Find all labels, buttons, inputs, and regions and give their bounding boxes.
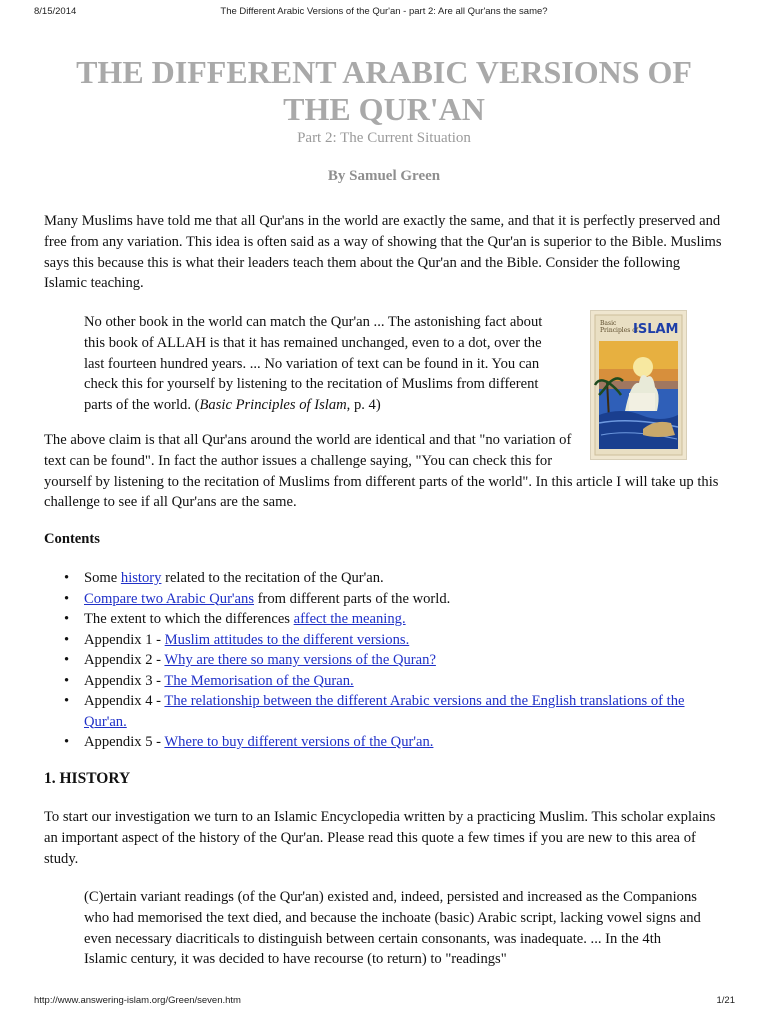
bullet-icon: • (64, 693, 70, 709)
bullet-icon: • (64, 734, 70, 750)
link-appendix-4[interactable]: The relationship between the different Arabic versions and the English translations of the Qur'an. (84, 693, 685, 730)
print-page-title: The Different Arabic Versions of the Qur'an - part 2: Are all Qur'ans the same? (220, 6, 548, 17)
toc-item-history: • Some history related to the recitation of the Qur'an. (44, 568, 724, 589)
toc-item-compare: • Compare two Arabic Qur'ans from different parts of the world. (44, 589, 724, 610)
link-appendix-5[interactable]: Where to buy different versions of the Qur'an. (164, 734, 434, 750)
print-url: http://www.answering-islam.org/Green/seven.htm (34, 995, 241, 1006)
toc-item-appendix-1: • Appendix 1 - Muslim attitudes to the different versions. (44, 630, 724, 651)
bullet-icon: • (64, 611, 70, 627)
link-compare-qurans[interactable]: Compare two Arabic Qur'ans (84, 590, 255, 607)
book-cover-line1: Basic (600, 320, 617, 327)
book-cover-line3: ISLAM (633, 322, 679, 337)
bullet-icon: • (64, 672, 70, 689)
table-of-contents (44, 568, 724, 753)
article-subtitle: Part 2: The Current Situation (297, 130, 471, 146)
link-appendix-3[interactable]: The Memorisation of the Quran. (164, 672, 354, 689)
history-heading: 1. HISTORY (44, 770, 131, 787)
bullet-icon: • (64, 590, 70, 607)
print-footer (0, 995, 768, 1009)
book-cover-line2: Principles of (600, 327, 639, 334)
blockquote-basic-principles (84, 312, 554, 416)
quote1-citation: Basic Principles of Islam (199, 397, 347, 414)
article-byline: By Samuel Green (327, 168, 441, 184)
print-header (0, 6, 768, 20)
book-cover-illustration (591, 311, 686, 459)
link-history[interactable]: history (120, 570, 162, 586)
print-date: 8/15/2014 (34, 6, 77, 17)
toc-item-appendix-4: • Appendix 4 - The relationship between the different Arabic versions and the English translations of the Qur'an. (64, 693, 685, 730)
toc-item-meaning: • The extent to which the differences affect the meaning. (44, 609, 724, 630)
quote1-text: No other book in the world can match the Qur'an ... The astonishing fact about this book of ALLAH is that it has remained unchanged, even to a dot, over the last fourteen hundred years. ... No variation of text can be found in it. You can check this for yourself by listening to the recitation of Muslims from different parts of the world. ( (84, 314, 543, 414)
link-affect-meaning[interactable]: affect the meaning. (293, 611, 406, 627)
toc-item-appendix-2: • Appendix 2 - Why are there so many versions of the Quran? (44, 650, 724, 671)
print-page-number: 1/21 (716, 995, 735, 1006)
paragraph-claim-part2: yourself by listening to the recitation of Muslims from different parts of the world". In this article I will take up this challenge to see if all Qur'ans are the same. (44, 473, 719, 511)
link-appendix-2[interactable]: Why are there so many versions of the Quran? (164, 652, 436, 668)
paragraph-claim-part1: The above claim is that all Qur'ans around the world are identical and that "no variation of text can be found". In fact the author issues a challenge saying, "You can check this for (44, 432, 572, 469)
bullet-icon: • (64, 631, 70, 648)
link-appendix-1[interactable]: Muslim attitudes to the different versions. (164, 631, 410, 648)
contents-heading: Contents (44, 531, 100, 547)
quote1-end: , p. 4) (346, 397, 381, 414)
blockquote-encyclopedia: (C)ertain variant readings (of the Qur'an) existed and, indeed, persisted and increased as the Companions who had memorised the text died, and because the inchoate (basic) Arabic script, lacking vowel signs and even necessary diacriticals to distinguish between certain consonants, was inadequate. ... In the 4th Islamic century, it was decided to have recourse (to return) to "readings" (84, 889, 701, 968)
bullet-icon: • (64, 652, 70, 668)
toc-item-appendix-3: • Appendix 3 - The Memorisation of the Quran. (44, 671, 724, 692)
history-paragraph: To start our investigation we turn to an Islamic Encyclopedia written by a practicing Muslim. This scholar explains an important aspect of the history of the Qur'an. Please read this quote a few times if you are new to this area of study. (44, 809, 716, 867)
book-cover-image (590, 310, 687, 460)
toc-item-appendix-5: • Appendix 5 - Where to buy different versions of the Qur'an. (44, 732, 724, 753)
bullet-icon: • (64, 570, 70, 586)
intro-paragraph: Many Muslims have told me that all Qur'ans in the world are exactly the same, and that it is perfectly preserved and free from any variation. This idea is often said as a way of showing that the Qur'an is superior to the Bible. Muslims says this because this is what their leaders teach them about the Qur'an and the Bible. Consider the following Islamic teaching. (44, 213, 722, 292)
article-title: THE DIFFERENT ARABIC VERSIONS OF THE QUR'AN (76, 54, 692, 127)
